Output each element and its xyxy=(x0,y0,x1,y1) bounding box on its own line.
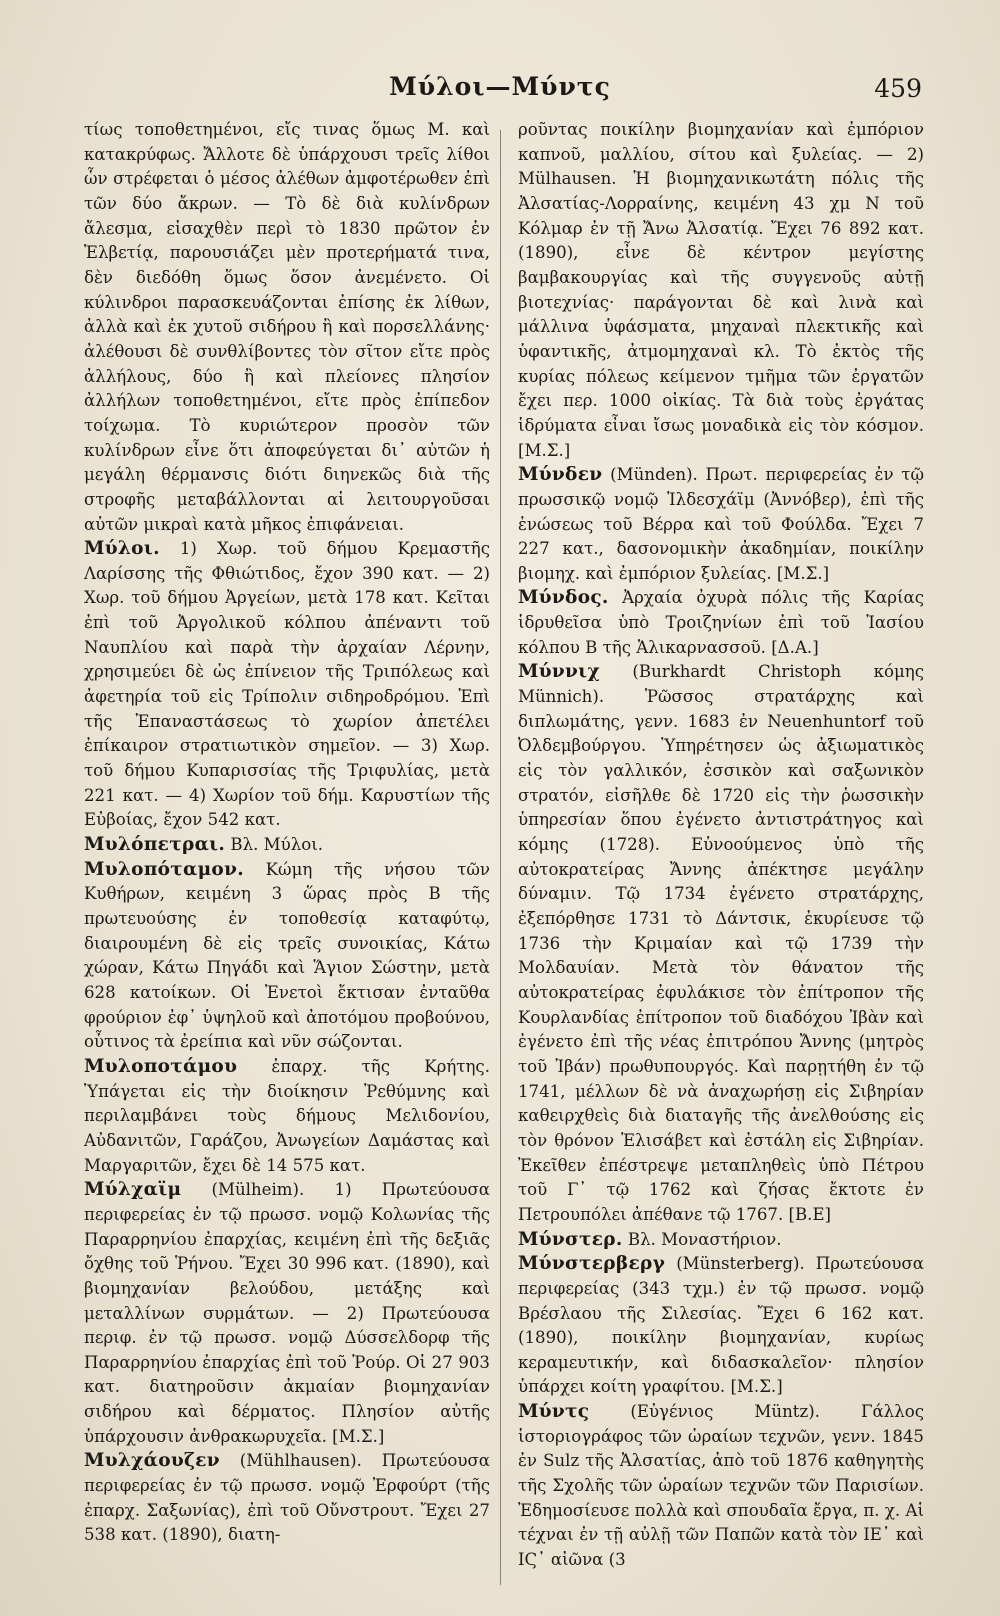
entry-text: 1) Χωρ. τοῦ δήμου Κρεμαστῆς Λαρίσσης τῆς Φθιώτιδος, ἔχον 390 κατ. — 2) Χωρ. τοῦ δήμου Ἀργείων, μετὰ 178 κατ. Κεῖται ἐπὶ τοῦ Ἀργολικοῦ κόλπου ἀπέναντι τοῦ Ναυπλίου καὶ παρὰ τὴν ἀρχαίαν Λέρνην, χρησιμεύει δὲ ὡς ἐπίνειον τῆς Τριπόλεως καὶ ἀφετηρία τοῦ εἰς Τρίπολιν σιδηροδρόμου. Ἐπὶ τῆς Ἐπαναστάσεως τὸ χωρίον ἀπετέλει ἐπίκαιρον στρατιωτικὸν σημεῖον. — 3) Χωρ. τοῦ δήμου Κυπαρισσίας τῆς Τριφυλίας, μετὰ 221 κατ. — 4) Χωρίον τοῦ δήμ. Καρυστίων τῆς Εὐβοίας, ἔχον 542 κατ. xyxy=(84,539,490,830)
dictionary-entry xyxy=(518,1228,924,1253)
entry-headword: Μυλχάουζεν xyxy=(84,1450,220,1472)
entry-headword: Μύντς xyxy=(518,1401,590,1423)
entry-headword: Μυλοπόταμον. xyxy=(84,858,244,880)
dictionary-entry xyxy=(84,833,490,858)
entry-text: Βλ. Μοναστήριον. xyxy=(627,1229,782,1249)
entry-text: (Εὐγένιος Müntz). Γάλλος ἱστοριογράφος τῶν ὡραίων τεχνῶν, γενν. 1845 ἐν Sulz τῆς Ἀλσατίας, ἀπὸ τοῦ 1876 καθηγητὴς τῆς Σχολῆς τῶν ὡραίων τεχνῶν τῶν Παρισίων. Ἐδημοσίευσε πολλὰ καὶ σπουδαῖα ἔργα, π. χ. Αἱ τέχναι ἐν τῇ αὐλῇ τῶν Παπῶν κατὰ τὸν ΙΕ᾽ καὶ ΙϚ᾽ αἰῶνα (3 xyxy=(518,1402,924,1570)
entry-text: (Münden). Πρωτ. περιφερείας ἐν τῷ πρωσσικῷ νομῷ Ἱλδεσχάϊμ (Ἀννόβερ), ἐπὶ τῆς ἑνώσεως τοῦ Βέρρα καὶ τοῦ Φούλδα. Ἔχει 7 227 κατ., δασονομικὴν ἀκαδημίαν, ποικίλην βιομηχ. καὶ ἐμπόριον ξυλείας. [Μ.Σ.] xyxy=(518,465,924,583)
right-column xyxy=(518,118,924,1573)
dictionary-entry xyxy=(84,1449,490,1548)
entry-headword: Μυλοποτάμου xyxy=(84,1055,238,1077)
entry-headword: Μυλόπετραι. xyxy=(84,834,226,856)
entry-text: Κώμη τῆς νήσου τῶν Κυθήρων, κειμένη 3 ὥρας πρὸς Β τῆς πρωτευούσης ἐν τοποθεσίᾳ καταφύτῳ, διαιρουμένη δὲ εἰς τρεῖς συνοικίας, Κάτω χώραν, Κάτω Πηγάδι καὶ Ἅγιον Σώστην, μετὰ 628 κατοίκων. Οἱ Ἑνετοὶ ἔκτισαν ἐνταῦθα φρούριον ἐφ᾽ ὑψηλοῦ καὶ ἀποτόμου προβούνου, οὗτινος τὰ ἐρείπια καὶ νῦν σώζονται. xyxy=(84,859,490,1052)
page-number: 459 xyxy=(874,74,922,103)
dictionary-entry xyxy=(518,1400,924,1573)
entry-headword: Μύνστερβεργ xyxy=(518,1253,666,1275)
column-divider xyxy=(500,130,501,1585)
dictionary-entry xyxy=(84,858,490,1055)
dictionary-entry xyxy=(518,586,924,660)
entry-headword: Μύλχαϊμ xyxy=(84,1179,182,1201)
running-head xyxy=(0,68,1000,108)
entry-headword: Μύλοι. xyxy=(84,538,160,560)
page-title: Μύλοι—Μύντς xyxy=(389,72,611,101)
dictionary-entry xyxy=(518,660,924,1227)
entry-text: (Münsterberg). Πρωτεύουσα περιφερείας (343 τχμ.) ἐν τῷ πρωσσ. νομῷ Βρέσλαου τῆς Σιλεσίας. Ἔχει 6 162 κατ. (1890), ποικίλην βιομηχανίαν, κυρίως κεραμευτικήν, καὶ διδασκαλεῖον· πλησίον ὑπάρχει κοίτη γραφίτου. [Μ.Σ.] xyxy=(518,1254,925,1397)
left-column xyxy=(84,118,490,1548)
entry-text: τίως τοποθετημένοι, εἴς τινας ὅμως Μ. καὶ κατακρύφως. Ἄλλοτε δὲ ὑπάρχουσι τρεῖς λίθοι ὧν στρέφεται ὁ μέσος ἀλέθων ἀμφοτέρωθεν ἐπὶ τῶν δύο ἄκρων. — Τὸ δὲ διὰ κυλίνδρων ἄλεσμα, εἰσαχθὲν περὶ τὸ 1830 πρῶτον ἐν Ἑλβετίᾳ, παρουσιάζει μὲν προτερήματά τινα, δὲν διεδόθη ὅμως ὅσον ἀνεμένετο. Οἱ κύλινδροι παρασκευάζονται ἐπίσης ἐκ λίθων, ἀλλὰ καὶ ἐκ χυτοῦ σιδήρου ἢ καὶ πορσελλάνης· ἀλέθουσι δὲ συνθλίβοντες τὸν σῖτον εἴτε πρὸς ἀλλήλους, δύο ἢ καὶ πλείονες πλησίον ἀλλήλων τοποθετημένοι, εἴτε πρὸς ἐπίπεδον τοίχωμα. Τὸ κυριώτερον προσὸν τῶν κυλίνδρων εἶνε ὅτι ἀποφεύγεται δι᾽ αὐτῶν ἡ μεγάλη θέρμανσις διότι διηνεκῶς διὰ τῆς στροφῆς μεταβάλλονται αἱ λειτουργοῦσαι αὐτῶν μικραὶ κατὰ μῆκος ἐπιφάνειαι. xyxy=(84,120,490,534)
entry-text: (Mühlhausen). Πρωτεύουσα περιφερείας ἐν τῷ πρωσσ. νομῷ Ἐρφούρτ (τῆς ἐπαρχ. Σαξωνίας), ἐπὶ τοῦ Οὔνστρουτ. Ἔχει 27 538 κατ. (1890), διατη- xyxy=(84,1451,490,1545)
entry-text: (Burkhardt Christoph κόμης Münnich). Ῥῶσσος στρατάρχης καὶ διπλωμάτης, γενν. 1683 ἐν Neuenhuntorf τοῦ Ὀλδεμβούργου. Ὑπηρέτησεν ὡς ἀξιωματικὸς εἰς τὸν γαλλικόν, ἐσσικὸν καὶ σαξωνικὸν στρατόν, εἰσῆλθε δὲ 1720 εἰς τὴν ῥωσσικὴν ὑπηρεσίαν ὅπου ἐγένετο ἀντιστράτηγος καὶ κόμης (1728). Εὐνοούμενος ὑπὸ τῆς αὐτοκρατείρας Ἄννης ἀπέκτησε μεγάλην δύναμιν. Τῷ 1734 ἐγένετο στρατάρχης, ἐξεπόρθησε 1731 τὸ Δάντσικ, ἐκυρίευσε τῷ 1736 τὴν Κριμαίαν καὶ τῷ 1739 τὴν Μολδαυίαν. Μετὰ τὸν θάνατον τῆς αὐτοκρατείρας ἐφυλάκισε τὸν ἐπίτροπον τῆς Κουρλανδίας ἐπίτροπον τοῦ διαδόχου Ἰβὰν καὶ ἐγένετο ἐπὶ τῆς νέας ἐπιτρόπου Ἄννης (μητρὸς τοῦ Ἰβάν) πρωθυπουργός. Καὶ παρῃτήθη ἐν τῷ 1741, μέλλων δὲ νὰ ἀναχωρήσῃ εἰς Σιβηρίαν καθειρχθεὶς διὰ διαταγῆς τῆς ἀνελθούσης εἰς τὸν θρόνον Ἐλισάβετ καὶ ἐστάλη εἰς Σιβηρίαν. Ἐκεῖθεν ἐπέστρεψε μεταπληθεὶς ὑπὸ Πέτρου τοῦ Γ᾽ τῷ 1762 καὶ ζήσας ἔκτοτε ἐν Πετρουπόλει ἀπέθανε τῷ 1767. [Β.Ε] xyxy=(518,662,924,1224)
entry-continuation xyxy=(518,118,924,463)
dictionary-entry xyxy=(84,537,490,833)
dictionary-entry xyxy=(518,1252,924,1400)
entry-text: Βλ. Μύλοι. xyxy=(230,835,324,855)
dictionary-entry xyxy=(84,1178,490,1449)
entry-text: Ἀρχαία ὀχυρὰ πόλις τῆς Καρίας ἱδρυθεῖσα ὑπὸ Τροιζηνίων ἐπὶ τοῦ Ἰασίου κόλπου Β τῆς Ἁλικαρνασσοῦ. [Δ.Α.] xyxy=(518,588,924,657)
entry-headword: Μύνδος. xyxy=(518,587,609,609)
entry-headword: Μύνστερ. xyxy=(518,1228,623,1250)
entry-continuation xyxy=(84,118,490,537)
entry-text: ροῦντας ποικίλην βιομηχανίαν καὶ ἐμπόριον καπνοῦ, μαλλίου, σίτου καὶ ξυλείας. — 2) Mülhausen. Ἡ βιομηχανικωτάτη πόλις τῆς Ἀλσατίας-Λορραίνης, κειμένη 43 χμ Ν τοῦ Κόλμαρ ἐν τῇ Ἄνω Ἀλσατίᾳ. Ἔχει 76 892 κατ. (1890), εἶνε δὲ κέντρον μεγίστης βαμβακουργίας καὶ τῆς συγγενοῦς αὐτῇ βιοτεχνίας· παράγονται δὲ καὶ λινὰ καὶ μάλλινα ὑφάσματα, μηχαναὶ πλεκτικῆς καὶ ὑφαντικῆς, ἀτμομηχαναὶ κλ. Τὸ ἐκτὸς τῆς κυρίας πόλεως κείμενον τμῆμα τῶν ἐργατῶν ἔχει περ. 1000 οἰκίας. Τὰ διὰ τοὺς ἐργάτας ἱδρύματα εἶναι ἴσως μοναδικὰ εἰς τὸν κόσμον. [Μ.Σ.] xyxy=(518,120,924,460)
entry-headword: Μύννιχ xyxy=(518,661,600,683)
entry-text: (Mülheim). 1) Πρωτεύουσα περιφερείας ἐν τῷ πρωσσ. νομῷ Κολωνίας τῆς Παραρρηνίου ἐπαρχίας, κειμένη ἐπὶ τῆς δεξιᾶς ὄχθης τοῦ Ῥήνου. Ἔχει 30 996 κατ. (1890), καὶ βιομηχανίαν βελούδου, μετάξης καὶ μεταλλίνων συρμάτων. — 2) Πρωτεύουσα περιφ. ἐν τῷ πρωσσ. νομῷ Δύσσελδορφ τῆς Παραρρηνίου ἐπαρχίας ἐπὶ τοῦ Ῥούρ. Οἱ 27 903 κατ. διατηροῦσιν ἀκμαίαν βιομηχανίαν σιδήρου καὶ δέρματος. Πλησίον αὐτῆς ὑπάρχουσιν ἀνθρακωρυχεῖα. [Μ.Σ.] xyxy=(84,1180,490,1446)
dictionary-entry xyxy=(518,463,924,586)
dictionary-entry xyxy=(84,1055,490,1178)
entry-headword: Μύνδεν xyxy=(518,464,603,486)
entry-text: ἐπαρχ. τῆς Κρήτης. Ὑπάγεται εἰς τὴν διοίκησιν Ῥεθύμνης καὶ περιλαμβάνει τοὺς δήμους Μελιδονίου, Αὐδανιτῶν, Γαράζου, Ἀνωγείων Δαμάστας καὶ Μαργαριτῶν, ἔχει δὲ 14 575 κατ. xyxy=(84,1056,490,1175)
